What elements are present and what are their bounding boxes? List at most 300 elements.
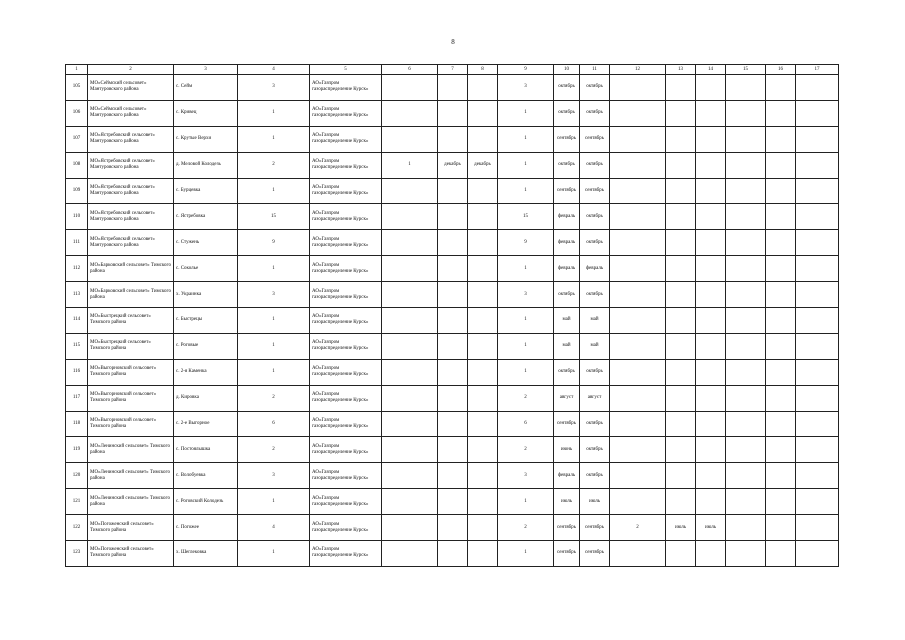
column-header: 2 [88,65,174,75]
table-cell: 114 [66,308,88,334]
column-header: 7 [438,65,468,75]
table-cell [766,515,796,541]
table-cell [468,333,498,359]
table-cell [610,385,666,411]
table-cell [726,489,766,515]
table-cell: май [554,333,580,359]
table-cell: сентябрь [580,515,610,541]
table-cell: октябрь [580,75,610,101]
table-cell [796,100,839,126]
table-cell [468,100,498,126]
table-cell [666,152,696,178]
table-cell: 1 [238,100,310,126]
table-cell: 1 [238,489,310,515]
table-cell [796,75,839,101]
table-cell: октябрь [580,282,610,308]
table-row [66,308,839,334]
table-cell [610,204,666,230]
table-cell [438,308,468,334]
table-cell [696,75,726,101]
table-cell: АО«Газпром газораспределение Курск» [310,359,382,385]
table-cell: АО«Газпром газораспределение Курск» [310,333,382,359]
table-cell [382,126,438,152]
table-cell: МО«Выгорновский сельсовет» Тимского района [88,359,174,385]
table-cell: 1 [238,126,310,152]
table-cell [666,204,696,230]
table-cell: июнь [554,437,580,463]
table-cell [796,515,839,541]
table-cell: с. Бурцевка [174,178,238,204]
table-cell [696,256,726,282]
column-header: 11 [580,65,610,75]
table-cell [468,411,498,437]
table-cell: с. Соколье [174,256,238,282]
table-cell: 6 [238,411,310,437]
table-cell [382,359,438,385]
table-cell [382,178,438,204]
table-cell [766,385,796,411]
table-cell [696,178,726,204]
table-cell: 2 [238,385,310,411]
table-cell: 116 [66,359,88,385]
table-cell: июль [554,489,580,515]
column-header: 1 [66,65,88,75]
table-cell [696,489,726,515]
table-cell [468,126,498,152]
table-row [66,385,839,411]
column-header: 3 [174,65,238,75]
table-cell: 1 [382,152,438,178]
table-cell: МО«Ястребовский сельсовет» Мантуровского района [88,204,174,230]
table-cell [666,463,696,489]
table-row [66,411,839,437]
table-cell [726,437,766,463]
table-row [66,359,839,385]
table-cell [726,411,766,437]
table-cell [726,541,766,567]
table-cell: май [580,308,610,334]
table-cell [796,333,839,359]
table-cell: 109 [66,178,88,204]
table-cell: сентябрь [554,178,580,204]
table-cell [382,308,438,334]
table-row [66,230,839,256]
table-row [66,75,839,101]
table-cell: с. 2-я Каменка [174,359,238,385]
table-cell: февраль [554,204,580,230]
table-cell [610,256,666,282]
table-cell: МО«Погоженский сельсовет» Тимского района [88,515,174,541]
table-cell [726,152,766,178]
table-cell: АО«Газпром газораспределение Курск» [310,541,382,567]
table-cell [666,308,696,334]
table-cell [796,411,839,437]
table-cell [726,463,766,489]
table-cell: сентябрь [554,541,580,567]
table-cell: октябрь [580,463,610,489]
table-cell: октябрь [554,359,580,385]
table-cell: декабрь [468,152,498,178]
table-cell [666,333,696,359]
table-cell [382,282,438,308]
table-cell [438,489,468,515]
table-cell [382,437,438,463]
table-cell [666,100,696,126]
table-cell: МО«Выгорновский сельсовет» Тимского района [88,411,174,437]
table-row [66,333,839,359]
table-cell: июль [696,515,726,541]
table-cell [468,515,498,541]
table-cell: АО«Газпром газораспределение Курск» [310,126,382,152]
table-cell [610,230,666,256]
table-cell [382,463,438,489]
table-cell: июль [580,489,610,515]
table-cell [796,152,839,178]
table-cell: сентябрь [554,126,580,152]
table-cell [666,489,696,515]
table-cell [666,126,696,152]
table-cell: октябрь [554,152,580,178]
table-cell: с. 2-е Выгорное [174,411,238,437]
table-cell [696,463,726,489]
table-cell [696,437,726,463]
table-cell: 1 [238,256,310,282]
table-cell: АО«Газпром газораспределение Курск» [310,515,382,541]
table-cell: с. Роговые [174,333,238,359]
table-cell: 1 [498,152,554,178]
page-number: 8 [451,38,455,46]
table-cell: АО«Газпром газораспределение Курск» [310,256,382,282]
table-cell [726,515,766,541]
table-cell [726,126,766,152]
table-cell: 1 [498,126,554,152]
table-cell [696,152,726,178]
table-cell: АО«Газпром газораспределение Курск» [310,178,382,204]
table-row [66,463,839,489]
table-cell [468,308,498,334]
table-cell [468,178,498,204]
table-cell [382,256,438,282]
table-cell: с. Волобуевка [174,463,238,489]
table-cell [382,489,438,515]
column-header: 16 [766,65,796,75]
table-cell: февраль [554,463,580,489]
table-cell [610,152,666,178]
table-cell [610,359,666,385]
table-cell [382,230,438,256]
table-cell: сентябрь [580,178,610,204]
table-cell: с. Погожее [174,515,238,541]
table-cell: 1 [498,333,554,359]
table-cell [726,282,766,308]
table-row [66,282,839,308]
table-cell: МО«Быстрецкий сельсовет» Тимского района [88,333,174,359]
table-cell: 15 [498,204,554,230]
table-cell [696,359,726,385]
table-cell [666,359,696,385]
table-cell [438,385,468,411]
table-cell [666,75,696,101]
table-cell [766,75,796,101]
table-cell: 9 [498,230,554,256]
table-cell: 122 [66,515,88,541]
table-cell: 9 [238,230,310,256]
table-cell: сентябрь [554,515,580,541]
table-cell: с. Роговский Колодезь [174,489,238,515]
table-cell: АО«Газпром газораспределение Курск» [310,100,382,126]
table-row [66,256,839,282]
table-cell: с. Ястребовка [174,204,238,230]
table-cell: октябрь [554,100,580,126]
table-cell [666,385,696,411]
column-header: 9 [498,65,554,75]
table-row [66,541,839,567]
table-cell: 110 [66,204,88,230]
table-cell [382,541,438,567]
table-cell [726,333,766,359]
table-cell [468,463,498,489]
table-cell: 119 [66,437,88,463]
table-cell [766,126,796,152]
table-cell: 1 [238,308,310,334]
table-cell [610,333,666,359]
table-cell [766,204,796,230]
table-cell: октябрь [580,230,610,256]
table-cell: 1 [238,359,310,385]
table-cell: МО«Ястребовский сельсовет» Мантуровского района [88,152,174,178]
table-cell [438,282,468,308]
table-cell: 3 [498,282,554,308]
table-cell [468,437,498,463]
table-cell: 106 [66,100,88,126]
table-cell: МО«Сеймский сельсовет» Мантуровского района [88,100,174,126]
table-cell: АО«Газпром газораспределение Курск» [310,489,382,515]
table-cell: с. Сейм [174,75,238,101]
table-cell [726,359,766,385]
column-header: 17 [796,65,839,75]
table-cell: 3 [498,463,554,489]
table-cell: 1 [498,178,554,204]
table-cell [696,230,726,256]
table-cell [610,126,666,152]
table-cell [696,411,726,437]
table-cell [610,411,666,437]
table-cell: октябрь [580,204,610,230]
table-cell [726,256,766,282]
data-table [65,64,839,567]
table-cell: 121 [66,489,88,515]
table-cell: сентябрь [580,126,610,152]
table-cell: 112 [66,256,88,282]
table-cell: АО«Газпром газораспределение Курск» [310,463,382,489]
table-cell [438,204,468,230]
table-cell [796,126,839,152]
table-cell: февраль [554,230,580,256]
table-cell [438,75,468,101]
table-cell [382,385,438,411]
table-cell [382,515,438,541]
table-cell [766,230,796,256]
table-cell: октябрь [580,411,610,437]
table-cell [696,282,726,308]
table-cell: 113 [66,282,88,308]
table-cell [796,230,839,256]
column-header: 4 [238,65,310,75]
table-row [66,178,839,204]
table-cell [796,282,839,308]
table-cell: с. Постоялышка [174,437,238,463]
table-cell [796,204,839,230]
table-cell: МО«Погоженский сельсовет» Тимского района [88,541,174,567]
table-cell: 1 [498,256,554,282]
table-cell [796,308,839,334]
table-cell [468,282,498,308]
table-row [66,515,839,541]
table-cell [796,256,839,282]
table-cell: АО«Газпром газораспределение Курск» [310,204,382,230]
table-cell [468,75,498,101]
column-header: 12 [610,65,666,75]
table-cell [438,178,468,204]
table-cell: МО«Барковский сельсовет» Тимского района [88,256,174,282]
table-cell [666,256,696,282]
table-cell: май [580,333,610,359]
table-cell: 123 [66,541,88,567]
table-cell: с. Крутые Верхи [174,126,238,152]
table-cell: 2 [498,385,554,411]
table-cell [726,204,766,230]
table-cell: 2 [238,152,310,178]
table-cell: октябрь [554,75,580,101]
table-cell: 1 [238,178,310,204]
table-cell [438,230,468,256]
table-cell [438,359,468,385]
table-row [66,100,839,126]
table-cell [766,437,796,463]
table-cell [696,333,726,359]
table-cell [610,178,666,204]
table-cell: 4 [238,515,310,541]
table-cell: 2 [238,437,310,463]
table-cell: МО«Ленинский сельсовет» Тимского района [88,489,174,515]
table-cell: МО«Сеймский сельсовет» Мантуровского района [88,75,174,101]
table-cell: октябрь [554,282,580,308]
table-cell: д. Кировка [174,385,238,411]
table-cell: МО«Быстрецкий сельсовет» Тимского района [88,308,174,334]
table-cell [726,385,766,411]
table-cell [610,308,666,334]
table-cell: октябрь [580,152,610,178]
table-cell [666,282,696,308]
table-cell: 108 [66,152,88,178]
table-cell: 1 [498,308,554,334]
table-cell: МО«Ястребовский сельсовет» Мантуровского района [88,178,174,204]
table-cell [438,515,468,541]
table-cell [666,230,696,256]
table-cell [438,126,468,152]
table-cell [766,411,796,437]
table-cell: с. Кривец [174,100,238,126]
table-body [66,75,839,567]
table-cell [696,100,726,126]
table-cell [696,308,726,334]
table-cell [766,308,796,334]
table-cell: 3 [238,282,310,308]
table-cell [382,204,438,230]
table-cell [666,411,696,437]
table-cell: д. Меловой Колодезь [174,152,238,178]
table-cell [766,256,796,282]
table-cell: февраль [554,256,580,282]
table-cell: с. Быстрецы [174,308,238,334]
table-cell: сентябрь [580,541,610,567]
table-cell: 118 [66,411,88,437]
table-cell: 1 [498,541,554,567]
table-cell [766,152,796,178]
table-cell [610,75,666,101]
table-cell: 2 [498,437,554,463]
table-cell: МО«Ленинский сельсовет» Тимского района [88,437,174,463]
table-cell: АО«Газпром газораспределение Курск» [310,230,382,256]
column-header: 8 [468,65,498,75]
table-cell [438,333,468,359]
table-cell [696,385,726,411]
table-cell [666,541,696,567]
table-cell: 120 [66,463,88,489]
table-cell: 115 [66,333,88,359]
table-cell: 1 [238,333,310,359]
table-cell: 2 [498,515,554,541]
table-cell: МО«Ястребовский сельсовет» Мантуровского района [88,126,174,152]
table-cell: АО«Газпром газораспределение Курск» [310,75,382,101]
table-cell: октябрь [580,437,610,463]
table-cell [796,437,839,463]
table-cell: х. Шеглековка [174,541,238,567]
table-cell: 3 [238,75,310,101]
table-cell [696,541,726,567]
table-cell [438,463,468,489]
table-cell [796,463,839,489]
table-cell: август [554,385,580,411]
column-header: 15 [726,65,766,75]
table-cell: МО«Ленинский сельсовет» Тимского района [88,463,174,489]
table-cell: август [580,385,610,411]
table-cell: 111 [66,230,88,256]
table-cell: 107 [66,126,88,152]
table-cell [610,489,666,515]
table-row [66,437,839,463]
table-cell: 6 [498,411,554,437]
table-cell: июль [666,515,696,541]
table-cell [610,100,666,126]
table-cell [726,100,766,126]
table-cell [766,282,796,308]
table-cell [726,308,766,334]
table-row [66,489,839,515]
table-cell: 1 [238,541,310,567]
table-row [66,126,839,152]
table-cell: АО«Газпром газораспределение Курск» [310,282,382,308]
table-cell [796,489,839,515]
table-cell: 3 [498,75,554,101]
table-cell: 105 [66,75,88,101]
table-cell [438,256,468,282]
table-cell [726,230,766,256]
table-cell: сентябрь [554,411,580,437]
table-cell: февраль [580,256,610,282]
table-cell: 1 [498,100,554,126]
table-cell: х. Украинка [174,282,238,308]
